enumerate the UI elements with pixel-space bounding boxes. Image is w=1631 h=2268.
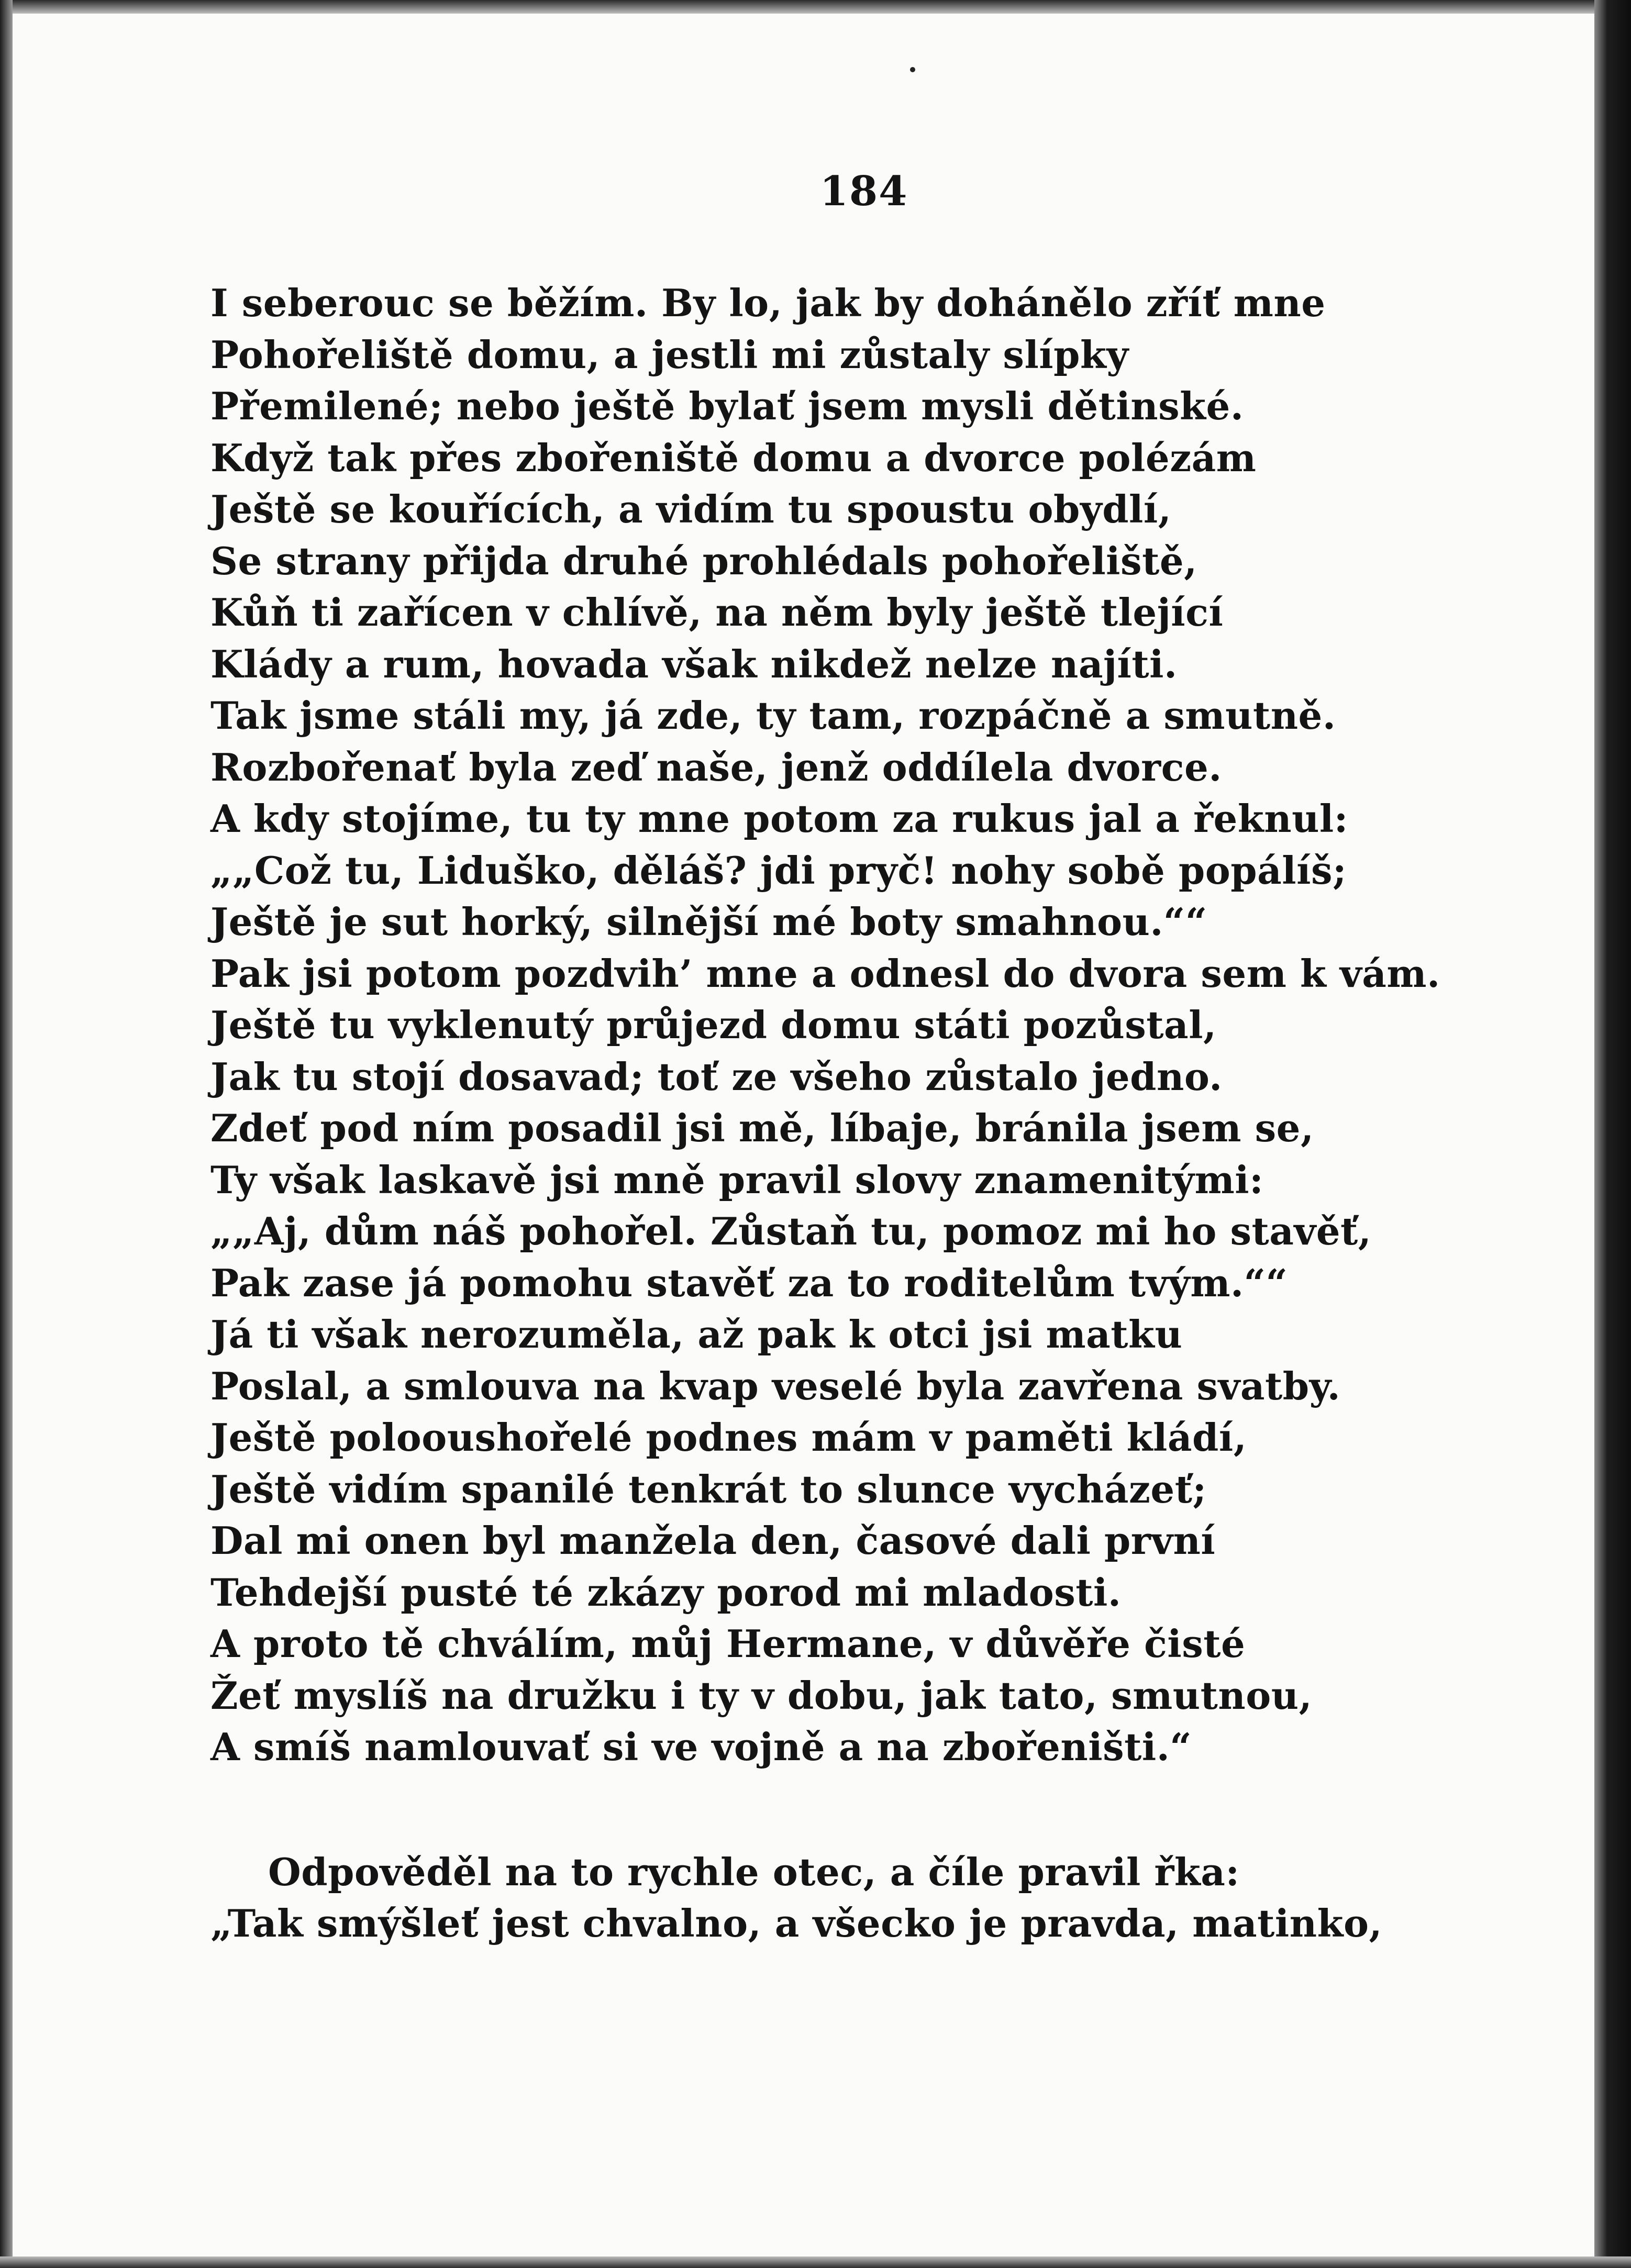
verse-line: Jak tu stojí dosavad; toť ze všeho zůstalo jedno. (210, 1054, 1223, 1099)
verse-line: Se strany přijda druhé prohlédals pohořeliště, (210, 538, 1197, 583)
stanza-2 (210, 1847, 1519, 1950)
scan-edge-top (0, 0, 1631, 14)
verse-line: Ty však laskavě jsi mně pravil slovy znamenitými: (210, 1157, 1264, 1202)
verse-line: Pak zase já pomohu stavěť za to roditelům tvým.““ (210, 1260, 1288, 1305)
verse-line: Poslal, a smlouva na kvap veselé byla zavřena svatby. (210, 1363, 1341, 1408)
verse-line: Ještě je sut horký, silnější mé boty smahnou.““ (210, 899, 1207, 944)
verse-line: Tehdejší pusté té zkázy porod mi mladosti. (210, 1570, 1122, 1615)
verse-line: Ještě tu vyklenutý průjezd domu státi pozůstal, (210, 1003, 1217, 1047)
page-number: 184 (819, 168, 908, 215)
verse-line: Dal mi onen byl manžela den, časové dali první (210, 1518, 1216, 1563)
scan-edge-bottom (0, 2256, 1631, 2268)
verse-line: „„Aj, dům náš pohořel. Zůstaň tu, pomoz mi ho stavěť, (210, 1209, 1372, 1253)
verse-line: Ještě vidím spanilé tenkrát to slunce vycházeť; (210, 1466, 1207, 1511)
verse-line: „„Což tu, Liduško, děláš? jdi pryč! nohy sobě popálíš; (210, 848, 1347, 893)
stanza-gap (210, 1773, 1519, 1847)
scan-edge-right (1594, 0, 1631, 2268)
stanza-1 (210, 277, 1519, 1773)
verse-line: I seberouc se běžím. By lo, jak by dohánělo zříť mne (210, 281, 1326, 325)
verse-line: Přemilené; nebo ještě bylať jsem mysli dětinské. (210, 384, 1244, 428)
verse-line: Rozbořenať byla zeď naše, jenž oddílela dvorce. (210, 744, 1222, 790)
verse-line: „Tak smýšleť jest chvalno, a všecko je pravda, matinko, (210, 1901, 1383, 1945)
verse-line: Když tak přes zbořeniště domu a dvorce polézám (210, 435, 1257, 480)
verse-line: Ještě polooushořelé podnes mám v paměti kládí, (210, 1415, 1247, 1460)
verse-line: A smíš namlouvať si ve vojně a na zbořeništi.“ (210, 1725, 1192, 1769)
verse-line: Ještě se kouřících, a vidím tu spoustu obydlí, (210, 487, 1172, 531)
verse-line: A proto tě chválím, můj Hermane, v důvěře čisté (210, 1621, 1246, 1666)
verse-line: Já ti však nerozuměla, až pak k otci jsi matku (210, 1312, 1183, 1357)
verse-line: Pak jsi potom pozdvih’ mne a odnesl do dvora sem k vám. (210, 951, 1440, 996)
verse-text (210, 277, 1519, 1950)
verse-line: Klády a rum, hovada však nikdež nelze najíti. (210, 641, 1178, 686)
verse-line: Tak jsme stáli my, já zde, ty tam, rozpáčně a smutně. (210, 693, 1336, 738)
verse-line: Odpověděl na to rychle otec, a číle pravil řka: (268, 1849, 1240, 1894)
print-speck (910, 67, 915, 72)
verse-line: Žeť myslíš na družku i ty v dobu, jak tato, smutnou, (210, 1673, 1313, 1718)
verse-line: Kůň ti zařícen v chlívě, na něm byly ještě tlející (210, 590, 1224, 635)
scan-edge-left (0, 0, 13, 2268)
verse-line: A kdy stojíme, tu ty mne potom za rukus jal a řeknul: (210, 796, 1348, 841)
verse-line: Pohořeliště domu, a jestli mi zůstaly slípky (210, 332, 1129, 377)
verse-line: Zdeť pod ním posadil jsi mě, líbaje, bránila jsem se, (210, 1106, 1314, 1150)
